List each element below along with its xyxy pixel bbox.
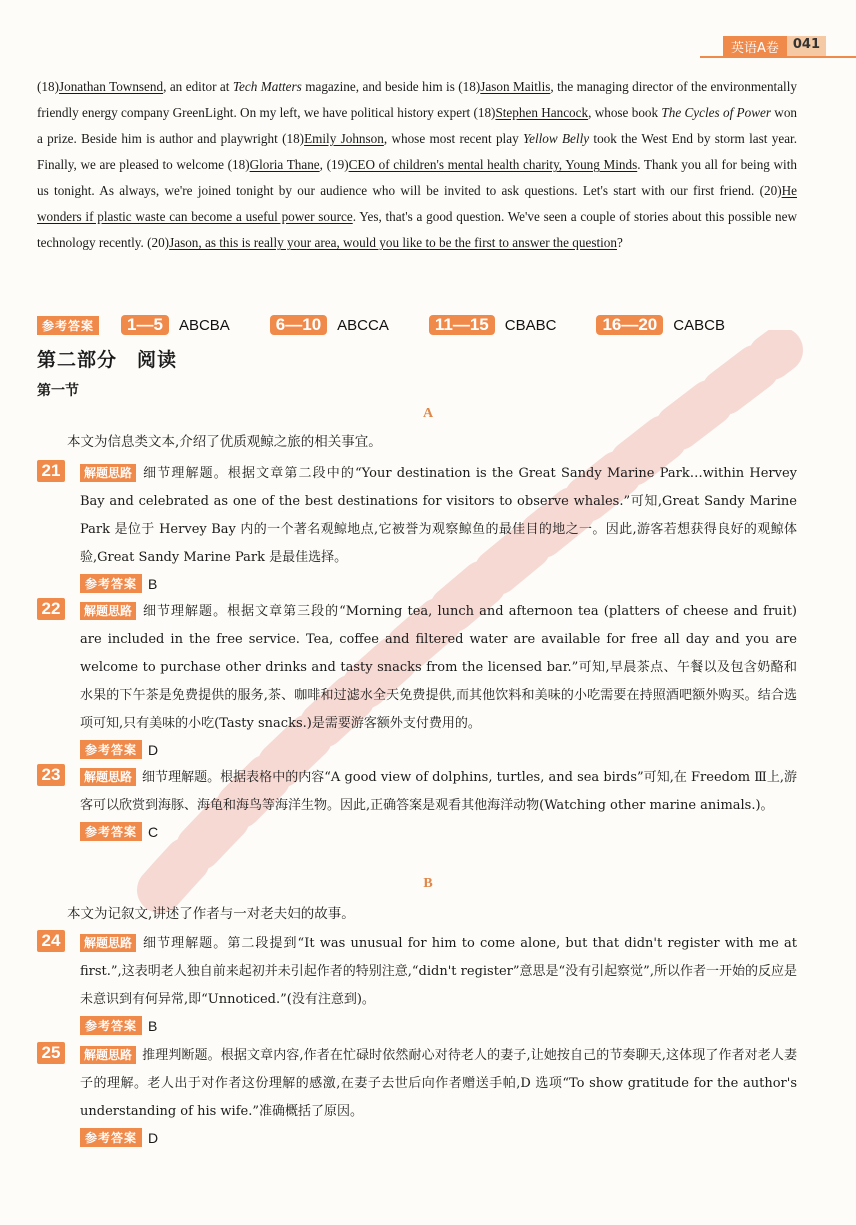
question-answer (80, 740, 797, 759)
question-21 (37, 460, 797, 593)
question-explanation: 解题思路 推理判断题。根据文章内容,作者在忙碌时依然耐心对待老人的妻子,让她按自己的节奏聊天,这体现了作者对老人妻子的理解。老人出于对作者这份理解的感激,在妻子去世后向作者赠送手帕,D 选项“To show gratitude for the author's understanding of his wife.”准确概括了原因。 (80, 1048, 797, 1119)
solution-label: 解题思路 (80, 934, 136, 952)
question-number: 25 (37, 1042, 65, 1064)
answer-range-values: CABCB (673, 316, 725, 334)
listening-transcript: (18)Jonathan Townsend, an editor at Tech Matters magazine, and beside him is (18)Jason Maitlis, the managing director of the environmentally friendly energy company GreenLight. On my left, we have political history expert (18)Stephen Hancock, whose book The Cycles of Power won a prize. Beside him is author and playwright (18)Emily Johnson, whose most recent play Yellow Belly took the West End by storm last year. Finally, we are pleased to welcome (18)Gloria Thane, (19)CEO of children's mental health charity, Young Minds. Thank you all for being with us tonight. As always, we're joined tonight by our audience who will be invited to ask questions. Let's start with our first friend. (20)He wonders if plastic waste can become a useful power source. Yes, that's a good question. We've seen a couple of stories about this possible new technology recently. (20)Jason, as this is really your area, would you like to be the first to answer the question? (37, 79, 798, 250)
part-letter-b: B (423, 876, 433, 891)
answer-label: 参考答案 (80, 574, 142, 593)
answer-value: D (148, 1129, 159, 1146)
solution-label: 解题思路 (80, 602, 136, 620)
answer-value: B (148, 1017, 158, 1034)
question-explanation: 解题思路 细节理解题。根据文章第三段的“Morning tea, lunch and afternoon tea (platters of cheese and fruit) are included in the free service. Tea, coffee and filtered water are available for free all day and you are welcome to purchase other drinks and tasty snacks from the licensed bar.”可知,早晨茶点、午餐以及包含奶酪和水果的下午茶是免费提供的服务,茶、咖啡和过滤水全天免费提供,而其他饮料和美味的小吃需要在持照酒吧额外购买。结合选项可知,只有美味的小吃(Tasty snacks.)是需要游客额外支付费用的。 (80, 604, 797, 731)
question-answer (80, 822, 797, 841)
section-title: 第二部分 阅读 (37, 349, 178, 371)
answer-value: B (148, 575, 158, 592)
page-number: 041 (787, 36, 826, 56)
question-answer (80, 574, 797, 593)
part-b-intro: 本文为记叙文,讲述了作者与一对老夫妇的故事。 (67, 906, 355, 922)
answer-value: D (148, 741, 159, 758)
answer-key-label: 参考答案 (37, 316, 99, 335)
question-explanation: 解题思路 细节理解题。根据文章第二段中的“Your destination is the Great Sandy Marine Park…within Hervey Bay and celebrated as one of the best destinations for visitors to observe whales.”可知,Great Sandy Marine Park 是位于 Hervey Bay 内的一个著名观鲸地点,它被誉为观察鲸鱼的最佳目的地之一。因此,游客若想获得良好的观鲸体验,Great Sandy Marine Park 是最佳选择。 (80, 466, 797, 565)
answer-range-badge: 1—5 (121, 315, 169, 335)
question-24 (37, 930, 797, 1035)
subject-label: 英语A卷 (723, 36, 787, 56)
solution-label: 解题思路 (80, 1046, 136, 1064)
question-25 (37, 1042, 797, 1147)
part-a-intro: 本文为信息类文本,介绍了优质观鲸之旅的相关事宜。 (67, 434, 382, 450)
answer-key-row (37, 315, 743, 335)
answer-range-values: CBABC (504, 316, 557, 334)
solution-label: 解题思路 (80, 768, 136, 786)
question-number: 24 (37, 930, 65, 952)
answer-range-values: ABCCA (337, 316, 389, 334)
answer-range-badge: 11—15 (429, 315, 495, 335)
answer-value: C (148, 823, 159, 840)
question-23 (37, 764, 797, 841)
question-answer (80, 1128, 797, 1147)
answer-label: 参考答案 (80, 1016, 142, 1035)
question-number: 21 (37, 460, 65, 482)
answer-range-values: ABCBA (178, 316, 230, 334)
subsection-title: 第一节 (37, 383, 79, 399)
solution-label: 解题思路 (80, 464, 136, 482)
part-letter-a: A (422, 406, 434, 421)
answer-label: 参考答案 (80, 1128, 142, 1147)
answer-range-badge: 6—10 (270, 315, 327, 335)
answer-label: 参考答案 (80, 822, 142, 841)
question-answer (80, 1016, 797, 1035)
question-number: 23 (37, 764, 65, 786)
answer-range-badge: 16—20 (596, 315, 663, 335)
header-rule (700, 56, 856, 58)
question-number: 22 (37, 598, 65, 620)
answer-label: 参考答案 (80, 740, 142, 759)
question-explanation: 解题思路 细节理解题。第二段提到“It was unusual for him to come alone, but that didn't register with me at first.”,这表明老人独自前来起初并未引起作者的特别注意,“didn't register”意思是“没有引起察觉”,所以作者一开始的反应是未意识到有何异常,即“Unnoticed.”(没有注意到)。 (80, 936, 797, 1007)
page-header-tab (723, 36, 826, 56)
question-explanation: 解题思路 细节理解题。根据表格中的内容“A good view of dolphins, turtles, and sea birds”可知,在 Freedom Ⅲ上,游客可以欣赏到海豚、海龟和海鸟等海洋生物。因此,正确答案是观看其他海洋动物(Watching other marine animals.)。 (80, 770, 797, 813)
question-22 (37, 598, 797, 759)
